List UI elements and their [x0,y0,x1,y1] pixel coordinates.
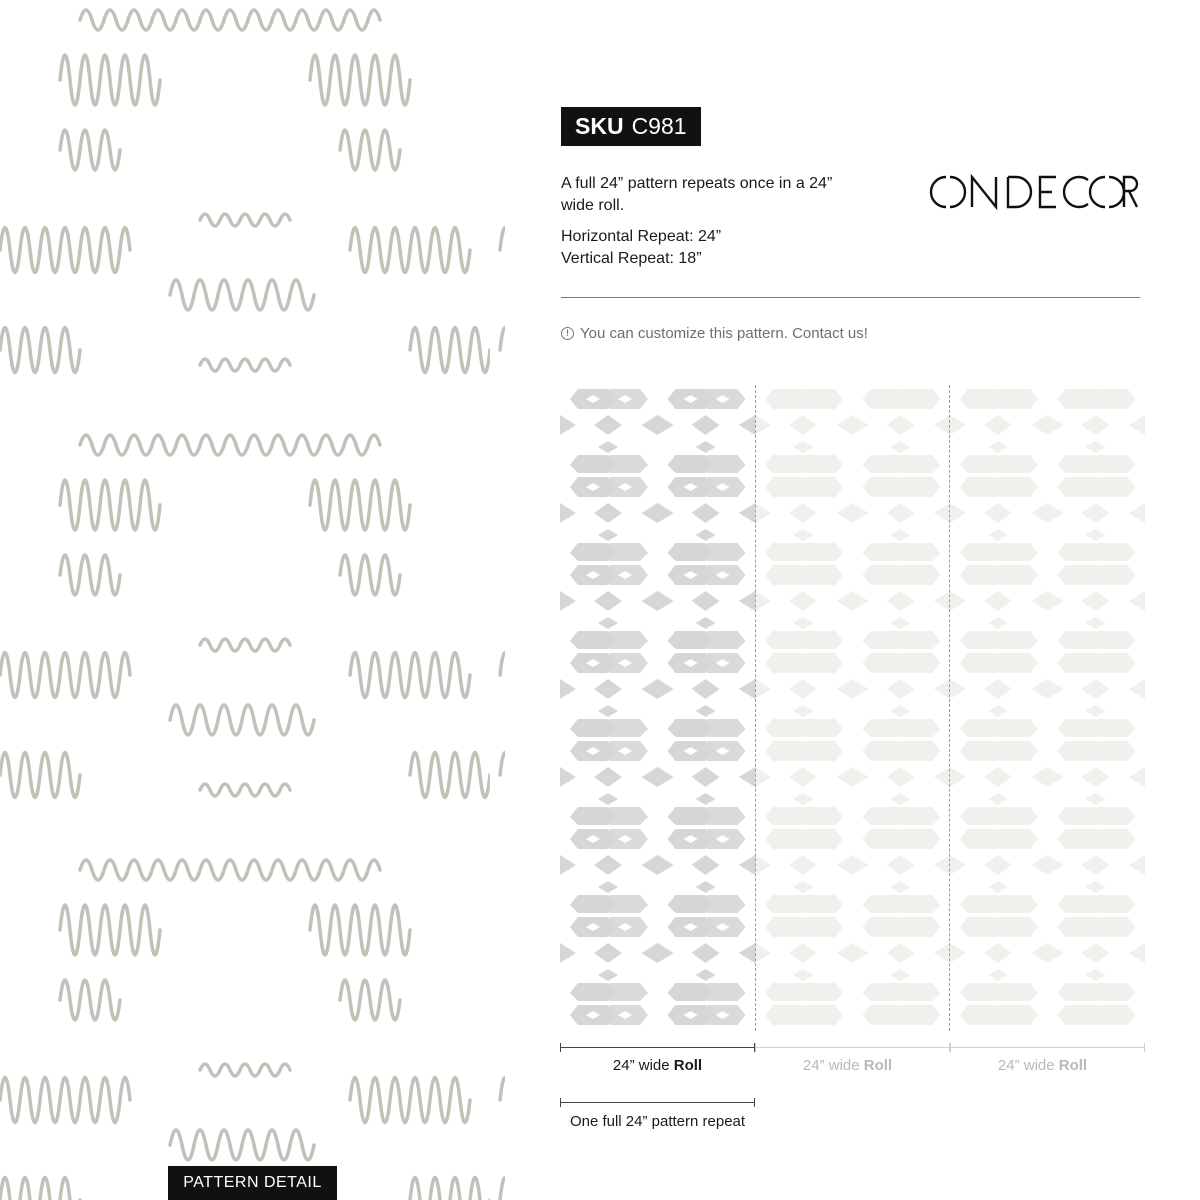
pattern-detail-image [0,0,505,1200]
customize-note-text: You can customize this pattern. Contact us! [580,325,868,342]
pattern-repeat-caption: One full 24” pattern repeat [569,1113,746,1130]
roll-label-2: 24” wide Roll [802,1057,893,1074]
roll-separator [755,385,756,1031]
repeat-description: A full 24” pattern repeats once in a 24” wide roll. [561,175,833,214]
customize-note[interactable] [561,325,868,342]
roll-pattern-3 [950,385,1145,1031]
info-icon: ! [561,327,574,340]
roll-preview-3 [950,385,1145,1031]
roll-label-1: 24” wide Roll [612,1057,703,1074]
roll-preview-2 [755,385,950,1031]
roll-dimension-line-2 [755,1047,950,1048]
divider [561,297,1140,298]
sku-code: C981 [631,113,687,139]
roll-dimension-line-1 [560,1047,755,1048]
roll-preview-1 [560,385,755,1031]
vertical-repeat: Vertical Repeat: 18” [561,250,702,267]
horizontal-repeat: Horizontal Repeat: 24” [561,228,722,245]
roll-label-3: 24” wide Roll [997,1057,1088,1074]
pattern-detail-panel [0,0,505,1200]
sku-key: SKU [575,113,624,139]
pattern-repeat-dimension-line [560,1102,755,1103]
brand-logo-mark [928,172,1140,212]
roll-pattern-2 [755,385,950,1031]
sku-badge [561,107,701,146]
roll-pattern-1 [560,385,755,1031]
roll-dimension-line-3 [950,1047,1145,1048]
pattern-detail-label: PATTERN DETAIL [168,1166,337,1200]
brand-logo [928,172,1140,217]
roll-separator [949,385,950,1031]
